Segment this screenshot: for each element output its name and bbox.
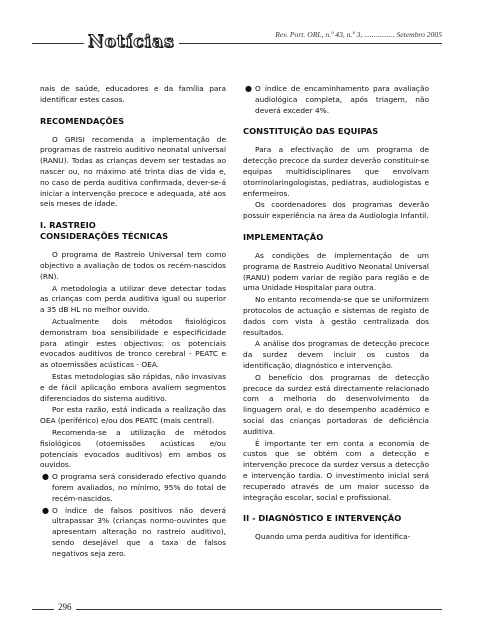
paragraph-beneficio: O benefício dos programas de detecção precoce da surdez está directamente relacionado com a melhoria do desenvolvimento da linguagem oral, e do desempenho académico e social das crianças portadoras de deficiência auditiva. [243,372,429,436]
heading-recomendacoes: RECOMENDAÇÕES [40,115,125,126]
page-header [32,30,442,56]
paragraph-estas: Estas metodologias são rápidas, não invasivas e de fácil aplicação embora avaliem segmentos diferenciados do sistema auditivo. [40,371,226,403]
page-number: 296 [54,602,76,612]
list-item-text: O índice de falsos positivos não deverá ultrapassar 3% (crianças normo-ouvintes que apresentam alteração no rastreio auditivo), sendo desejável que a taxa de falsos negativos seja zero. [52,505,226,558]
bullet-dot-icon: ● [42,505,49,515]
heading-rastreio: I. RASTREIO [40,220,96,231]
paragraph-analise: A análise dos programas de detecção precoce da surdez devem incluir os custos da identificação, diagnóstico e intervenção. [243,339,429,370]
list-item-text: O índice de encaminhamento para avaliação audiológica completa, após triagem, não deverá exceder 4%. [255,84,429,115]
list-item [40,472,226,504]
bullet-dot-icon: ● [42,472,49,482]
page-footer [32,602,442,616]
list-item-text: O programa será considerado efectivo quando forem avaliados, no mínimo, 95% do total de recém-nascidos. [52,472,226,503]
paragraph-entanto: No entanto recomenda-se que se uniformizem protocolos de actuação e sistemas de registo de dados com vista à gestão centralizada dos resultados. [243,295,429,337]
paragraph-importante: É importante ter em conta a economia de custos que se obtém com a detecção e intervenção precoce da surdez versus a detecção e intervenção tardia. O investimento inicial será recuperado através de um maior sucesso da integração escolar, social e profissional. [243,438,429,502]
bullet-list-right [243,84,429,116]
paragraph-metodologia: A metodologia a utilizar deve detectar todas as crianças com perda auditiva igual ou superior a 35 dB HL no melhor ouvido. [40,283,226,315]
paragraph-grisi: O GRISI recomenda a implementação de programas de rastreio auditivo neonatal universal (RANU). Todas as crianças devem ser testadas ao nascer ou, no máximo até trinta dias de vida e, no caso de perda auditiva confirmada, dever-se-á iniciar a intervenção precoce e adequada, até aos seis meses de idade. [40,134,226,209]
right-column [243,84,429,544]
bullet-list-left [40,472,226,559]
paragraph-coordenadores: Os coordenadores dos programas deverão possuir experiência na área da Audiologia Infantil. [243,200,429,221]
bullet-dot-icon: ● [245,84,252,93]
paragraph-programa: O programa de Rastreio Universal tem como objectivo a avaliação de todos os recém-nascidos (RN). [40,250,226,281]
journal-reference: Rev. Port. ORL, n.º 43, n.º 3, ..............., Setembro 2005 [269,30,442,39]
paragraph-efectivacao: Para a efectivação de um programa de detecção precoce da surdez deverão constituir-se equipas multidisciplinares que envolvam otorrinolaringologistas, pediatras, audiologistas e enfermeiros. [243,145,429,198]
paragraph-actualmente: Actualmente dois métodos fisiológicos demonstram boa sensibilidade e especificidade para atingir estes objectivos: os potenciais evocados auditivos de tronco cerebral - PEATC e as otoemissões acústicas - OEA. [40,316,226,370]
heading-diagnostico-intervencao: II - DIAGNÓSTICO E INTERVENÇÃO [243,513,402,524]
heading-implementacao: IMPLEMENTAÇÃO [243,231,324,242]
heading-constituicao-equipas: CONSTITUIÇÃO DAS EQUIPAS [243,126,379,137]
heading-consideracoes-tecnicas: CONSIDERAÇÕES TÉCNICAS [40,231,169,242]
paragraph-intro: nais de saúde, educadores e da família para identificar estes casos. [40,84,226,104]
list-item [243,84,429,116]
paragraph-razao: Por esta razão, está indicada a realização das OEA (periférico) e/ou dos PEATC (mais central). [40,405,226,426]
list-item [40,506,226,560]
noticias-logo: Notícias [84,32,179,54]
paragraph-recomenda: Recomenda-se a utilização de métodos fisiológicos (otoemissões acústicas e/ou potenciais evocados auditivos) em ambos os ouvidos. [40,427,226,470]
paragraph-condicoes: As condições de implementação de um programa de Rastreio Auditivo Neonatal Universal (RANU) podem variar de região para região e de uma Unidade Hospitalar para outra. [243,250,429,293]
left-column [40,84,226,560]
paragraph-quando: Quando uma perda auditiva for identifica- [255,532,411,542]
footer-rule [32,609,442,610]
